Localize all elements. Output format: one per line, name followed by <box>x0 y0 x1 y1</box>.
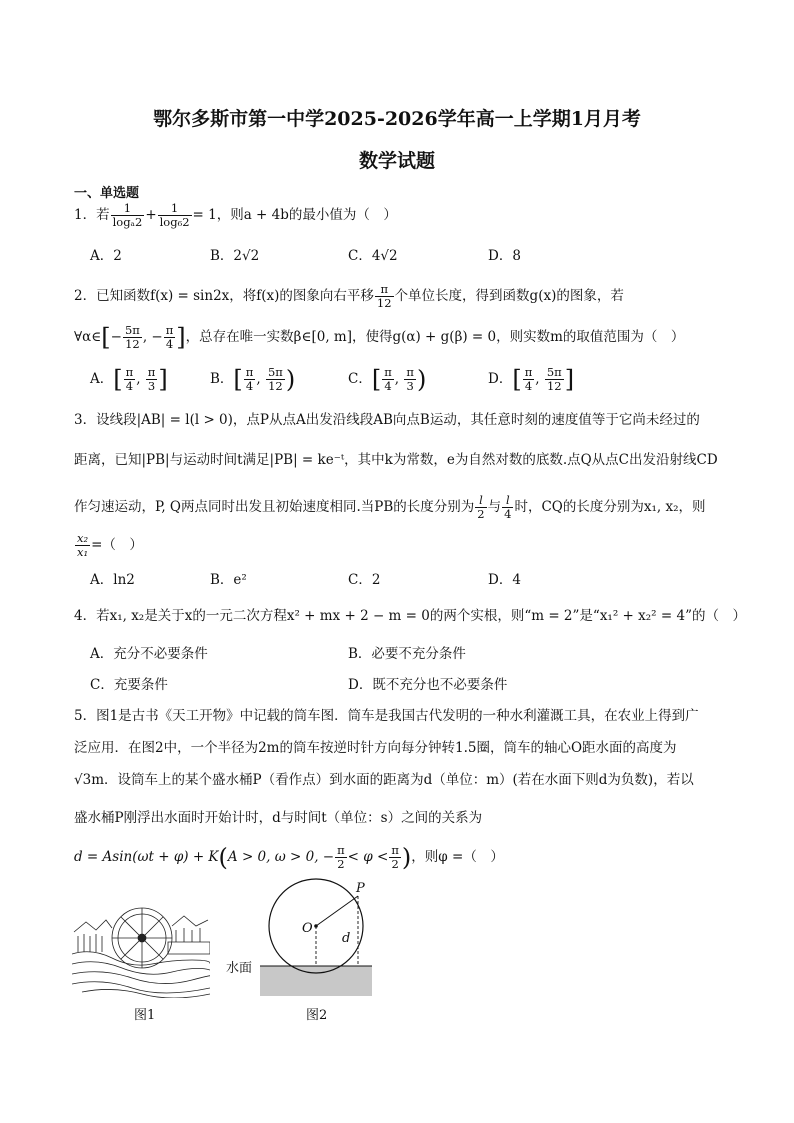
q1-fraction-2: $\frac{1}{\text{log₆2}}$ <box>159 201 190 229</box>
q2-option-b: B．[ $\frac{\pi}{4}$ , $\frac{5\pi}{12}$ ) <box>210 365 296 394</box>
q2-stem-line1: 2．已知函数f(x) = sin2x，将f(x)的图象向右平移 $\frac{\pi}{12}$ 个单位长度，得到函数g(x)的图象，若 <box>74 282 624 310</box>
q5-stem-line1: 5．图1是古书《天工开物》中记载的筒车图．筒车是我国古代发明的一种水利灌溉工具，在农业上得到广 <box>74 708 699 724</box>
q3-option-a: A．ln2 <box>90 572 135 588</box>
q4-stem: 4．若x₁, x₂是关于x的一元二次方程x² + mx + 2 − m = 0的两个实根，则“m = 2”是“x₁² + x₂² = 4”的（ ） <box>74 608 746 624</box>
section-heading: 一、单选题 <box>74 186 140 201</box>
q2-option-a: A．[ $\frac{\pi}{4}$ , $\frac{\pi}{3}$ ] <box>90 365 168 394</box>
q3-stem-line4: $\frac{\text{x₂}}{\text{x₁}}$ =（ ） <box>77 531 143 559</box>
q1-option-a: A．2 <box>90 248 122 264</box>
q3-option-b: B．e² <box>210 572 247 588</box>
q1-option-d: D．8 <box>488 248 521 264</box>
q4-option-d: D．既不充分也不必要条件 <box>348 677 508 693</box>
q1-option-b: B．2√2 <box>210 248 260 264</box>
figure-2-caption: 图2 <box>306 1008 328 1023</box>
q2-option-d: D．[ $\frac{\pi}{4}$ , $\frac{5\pi}{12}$ ] <box>488 365 575 394</box>
water-surface-label: 水面 <box>226 961 253 976</box>
q1-stem: 1．若 $\frac{1}{\text{logₐ2}}$ + $\frac{1}{\text{log₆2}}$ = 1，则a + 4b的最小值为（ ） <box>74 201 397 229</box>
waterwheel-diagram <box>222 868 382 998</box>
q2-stem-line2: ∀α∈[− $\frac{5\pi}{12}$ , − $\frac{\pi}{4}$ ]，总存在唯一实数β∈[0, m]，使得g(α) + g(β) = 0，则实数m的取值范围为（ ） <box>74 323 685 352</box>
label-o: O <box>302 921 313 936</box>
q5-stem-line2: 泛应用．在图2中，一个半径为2m的筒车按逆时针方向每分钟转1.5圈，筒车的轴心O距水面的高度为 <box>74 740 677 756</box>
label-d: d <box>342 931 351 946</box>
q4-option-b: B．必要不充分条件 <box>348 646 466 662</box>
q5-stem-line4: 盛水桶P刚浮出水面时开始计时，d与时间t（单位：s）之间的关系为 <box>74 810 483 826</box>
q1-fraction-1: $\frac{1}{\text{logₐ2}}$ <box>112 201 143 229</box>
q1-option-c: C．4√2 <box>348 248 398 264</box>
label-p: P <box>356 881 365 896</box>
q3-stem-line2: 距离，已知|PB|与运动时间t满足|PB| = ke⁻ᵗ，其中k为常数，e为自然对数的底数.点Q从点C出发沿射线CD <box>74 452 718 468</box>
q5-stem-line5: d = Asin(ωt + φ) + K(A > 0, ω > 0, − $\frac{\pi}{2}$ < φ < $\frac{\pi}{2}$ )，则φ =（ ） <box>74 843 504 872</box>
q3-option-d: D．4 <box>488 572 521 588</box>
water-wheel-illustration <box>72 902 210 998</box>
exam-title: 鄂尔多斯市第一中学2025-2026学年高一上学期1月月考 <box>153 108 641 130</box>
q4-option-c: C．充要条件 <box>90 677 168 693</box>
figure-1-caption: 图1 <box>134 1008 156 1023</box>
q3-stem-line3: 作匀速运动，P, Q两点同时出发且初始速度相同.当PB的长度分别为 $\frac{l}{2}$ 与 $\frac{l}{4}$ 时，CQ的长度分别为x₁, x₂，则 <box>74 493 706 521</box>
exam-subtitle: 数学试题 <box>358 150 435 172</box>
q4-option-a: A．充分不必要条件 <box>90 646 208 662</box>
q3-option-c: C．2 <box>348 572 381 588</box>
q3-stem-line1: 3．设线段|AB| = l(l > 0)，点P从点A出发沿线段AB向点B运动，其任意时刻的速度值等于它尚未经过的 <box>74 412 700 428</box>
q2-option-c: C．[ $\frac{\pi}{4}$ , $\frac{\pi}{3}$ ) <box>348 365 427 394</box>
q5-stem-line3: √3m．设筒车上的某个盛水桶P（看作点）到水面的距离为d（单位：m）(若在水面下则d为负数)，若以 <box>74 772 694 788</box>
